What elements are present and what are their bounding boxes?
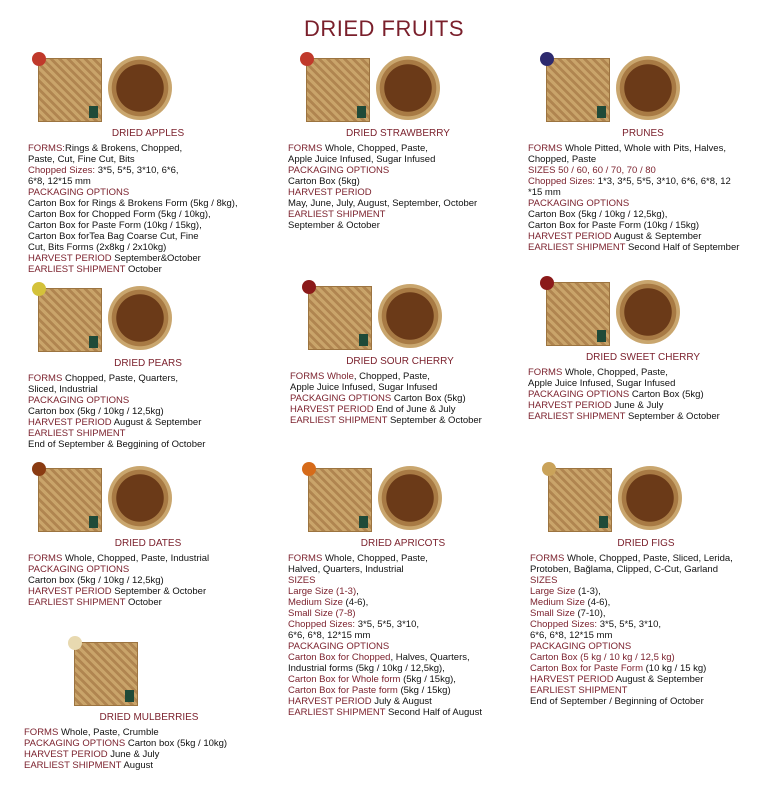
product-details (290, 371, 510, 426)
detail-line (288, 663, 518, 674)
detail-key: Chopped Sizes: (288, 619, 356, 630)
product-bowl (378, 466, 442, 530)
detail-key: PACKAGING OPTIONS (528, 198, 630, 209)
detail-value: July & August (371, 696, 432, 707)
detail-value: September & October (288, 220, 380, 231)
detail-line (528, 367, 758, 378)
detail-value: End of September & Beggining of October (28, 439, 206, 450)
detail-key: HARVEST PERIOD (24, 749, 108, 760)
detail-line (528, 176, 758, 187)
detail-value: Cut, Bits Forms (2x8kg / 2x10kg) (28, 242, 167, 253)
detail-value: August (121, 760, 154, 771)
detail-line (288, 586, 518, 597)
product-dried-apples (28, 52, 268, 275)
detail-line (528, 411, 758, 422)
detail-key: EARLIEST SHIPMENT (290, 415, 388, 426)
detail-key: HARVEST PERIOD (528, 400, 612, 411)
detail-value: Carton Box (5kg) (391, 393, 466, 404)
detail-line (290, 371, 510, 382)
detail-value: September & October (625, 411, 720, 422)
detail-key: FORMS: (28, 143, 65, 154)
logo-icon (359, 516, 368, 528)
detail-line (290, 404, 510, 415)
fresh-fruit-icon (540, 276, 554, 290)
detail-value: 6*6, 6*8, 12*15 mm (530, 630, 613, 641)
logo-icon (597, 106, 606, 118)
product-name: DRIED STRAWBERRY (346, 128, 450, 139)
detail-line (290, 415, 510, 426)
detail-key: HARVEST PERIOD (288, 187, 372, 198)
product-photo-mat (38, 288, 102, 352)
detail-value: Carton Box for Chopped Form (5kg / 10kg), (28, 209, 211, 220)
detail-key: Large Size (1-3) (288, 586, 357, 597)
detail-key: HARVEST PERIOD (28, 253, 112, 264)
fresh-fruit-icon (302, 462, 316, 476)
detail-line (530, 586, 762, 597)
detail-line (528, 143, 758, 154)
product-images (528, 52, 758, 122)
detail-key: Large Size (530, 586, 576, 597)
detail-key: Small Size (530, 608, 575, 619)
product-photo-mat (548, 468, 612, 532)
detail-line (28, 198, 268, 209)
detail-line (530, 685, 762, 696)
detail-value: 3*5, 5*5, 3*10, 6*6, (95, 165, 179, 176)
detail-line (528, 209, 758, 220)
detail-line (530, 619, 762, 630)
fresh-fruit-icon (32, 282, 46, 296)
detail-line (288, 641, 518, 652)
detail-line (28, 395, 268, 406)
detail-key: FORMS (28, 553, 63, 564)
detail-line (28, 231, 268, 242)
logo-icon (125, 690, 134, 702)
product-bowl (618, 466, 682, 530)
detail-value: Whole Pitted, Whole with Pits, Halves, (562, 143, 726, 154)
detail-line (530, 597, 762, 608)
fresh-fruit-icon (32, 462, 46, 476)
detail-line (28, 220, 268, 231)
detail-value: 3*5, 5*5, 3*10, (355, 619, 419, 630)
detail-line (288, 652, 518, 663)
detail-key: Carton Box (5 kg / 10 kg / 12,5 kg) (530, 652, 675, 663)
detail-key: PACKAGING OPTIONS (28, 187, 130, 198)
detail-line (530, 696, 762, 707)
detail-line (530, 674, 762, 685)
detail-line (528, 389, 758, 400)
detail-line (288, 564, 518, 575)
detail-value: (5kg / 15kg), (400, 674, 456, 685)
detail-value: Whole, Chopped, Paste, (562, 367, 668, 378)
detail-line (28, 187, 268, 198)
detail-key: PACKAGING OPTIONS (528, 389, 630, 400)
detail-key: EARLIEST SHIPMENT (28, 597, 126, 608)
detail-value: Apple Juice Infused, Sugar Infused (528, 378, 676, 389)
detail-key: FORMS (530, 553, 565, 564)
detail-value: , Halves, Quarters, (390, 652, 470, 663)
page-title: DRIED FRUITS (304, 16, 464, 41)
detail-value: (1-3), (575, 586, 601, 597)
detail-key: PACKAGING OPTIONS (28, 564, 130, 575)
logo-icon (597, 330, 606, 342)
detail-line (288, 608, 518, 619)
product-dried-sour-cherry (290, 280, 510, 426)
detail-value: Whole, Paste, Crumble (58, 727, 159, 738)
detail-value: Carton box (5kg / 10kg / 12,5kg) (28, 406, 164, 417)
detail-value: August & September (111, 417, 202, 428)
detail-line (24, 727, 274, 738)
detail-line (28, 417, 268, 428)
product-photo-mat (546, 282, 610, 346)
detail-line (288, 674, 518, 685)
product-images (28, 282, 268, 352)
detail-key: SIZES 50 / 60, 60 / 70, 70 / 80 (528, 165, 656, 176)
detail-key: PACKAGING OPTIONS (288, 641, 390, 652)
logo-icon (359, 334, 368, 346)
detail-value: , Chopped, Paste, (353, 371, 430, 382)
detail-key: Carton Box for Chopped (288, 652, 391, 663)
detail-key: FORMS (288, 143, 323, 154)
detail-line (28, 264, 268, 275)
detail-key: HARVEST PERIOD (288, 696, 372, 707)
logo-icon (89, 516, 98, 528)
product-details (288, 143, 508, 231)
detail-key: EARLIEST SHIPMENT (288, 209, 386, 220)
product-name: DRIED SWEET CHERRY (585, 352, 701, 363)
product-dried-figs (530, 462, 762, 707)
product-dried-apricots (288, 462, 518, 718)
detail-value: (7-10), (574, 608, 606, 619)
detail-value: June & July (611, 400, 664, 411)
product-details (288, 553, 518, 718)
detail-line (24, 760, 274, 771)
detail-key: EARLIEST SHIPMENT (530, 685, 628, 696)
detail-line (288, 165, 508, 176)
product-images (290, 280, 510, 350)
detail-line (28, 586, 268, 597)
detail-value: Carton Box for Rings & Brokens Form (5kg / 8kg), (28, 198, 238, 209)
detail-key: EARLIEST SHIPMENT (528, 242, 626, 253)
detail-key: SIZES (288, 575, 316, 586)
detail-line (528, 198, 758, 209)
product-images (528, 276, 758, 346)
product-photo-mat (308, 286, 372, 350)
detail-key: EARLIEST SHIPMENT (24, 760, 122, 771)
detail-key: HARVEST PERIOD (28, 417, 112, 428)
detail-line (28, 143, 268, 154)
detail-value: 1*3, 3*5, 5*5, 3*10, 6*6, 6*8, 12 (595, 176, 731, 187)
product-name: DRIED APPLES (111, 128, 185, 139)
detail-key: Chopped Sizes: (528, 176, 596, 187)
detail-value: *15 mm (528, 187, 561, 198)
detail-line (288, 575, 518, 586)
detail-key: Small Size (7-8) (288, 608, 356, 619)
detail-value: Carton Box for Paste Form (10kg / 15kg), (28, 220, 202, 231)
detail-value: October (125, 264, 162, 275)
detail-key: HARVEST PERIOD (28, 586, 112, 597)
detail-line (28, 553, 268, 564)
detail-line (530, 663, 762, 674)
fresh-fruit-icon (302, 280, 316, 294)
product-bowl (616, 280, 680, 344)
detail-key: EARLIEST SHIPMENT (288, 707, 386, 718)
detail-line (288, 597, 518, 608)
detail-value: September & October (387, 415, 482, 426)
logo-icon (89, 106, 98, 118)
detail-key: HARVEST PERIOD (528, 231, 612, 242)
detail-line (288, 143, 508, 154)
detail-line (530, 608, 762, 619)
detail-value: Carton Box forTea Bag Coarse Cut, Fine (28, 231, 199, 242)
detail-value: June & July (107, 749, 160, 760)
detail-value: Apple Juice Infused, Sugar Infused (288, 154, 436, 165)
detail-line (288, 220, 508, 231)
detail-value: (10 kg / 15 kg) (642, 663, 707, 674)
detail-key: FORMS (288, 553, 323, 564)
detail-line (528, 220, 758, 231)
detail-value: , (356, 586, 359, 597)
detail-line (28, 575, 268, 586)
detail-line (28, 406, 268, 417)
fresh-fruit-icon (542, 462, 556, 476)
detail-value: Whole, Chopped, Paste, Industrial (62, 553, 210, 564)
detail-key: HARVEST PERIOD (290, 404, 374, 415)
detail-key: PACKAGING OPTIONS (530, 641, 632, 652)
product-photo-mat (38, 468, 102, 532)
product-bowl (108, 56, 172, 120)
detail-line (530, 641, 762, 652)
detail-line (288, 176, 508, 187)
detail-key: FORMS (28, 373, 63, 384)
product-photo-mat (308, 468, 372, 532)
product-bowl (108, 286, 172, 350)
detail-value: Carton box (5kg / 10kg) (125, 738, 228, 749)
detail-line (28, 428, 268, 439)
detail-key: EARLIEST SHIPMENT (28, 428, 126, 439)
detail-value: 6*8, 12*15 mm (28, 176, 91, 187)
product-dried-mulberries (24, 636, 274, 771)
detail-value: Industrial forms (5kg / 10kg / 12,5kg), (288, 663, 445, 674)
detail-line (28, 253, 268, 264)
product-name: DRIED PEARS (114, 358, 182, 369)
detail-line (28, 384, 268, 395)
detail-line (530, 564, 762, 575)
detail-key: FORMS (528, 143, 563, 154)
detail-value: September & October (111, 586, 207, 597)
detail-line (530, 652, 762, 663)
product-photo-mat (546, 58, 610, 122)
detail-line (28, 154, 268, 165)
detail-value: Carton Box (5kg / 10kg / 12,5kg), (528, 209, 668, 220)
product-bowl (616, 56, 680, 120)
detail-value: End of June & July (373, 404, 456, 415)
detail-line (28, 242, 268, 253)
logo-icon (599, 516, 608, 528)
detail-value: Whole, Chopped, Paste, (322, 553, 428, 564)
detail-value: October (125, 597, 162, 608)
detail-value: (4-6), (584, 597, 611, 608)
detail-line (288, 198, 508, 209)
detail-line (288, 553, 518, 564)
detail-line (288, 707, 518, 718)
detail-value: Chopped, Paste, Quarters, (62, 373, 178, 384)
product-images (288, 462, 518, 532)
detail-key: FORMS Whole (290, 371, 354, 382)
product-images (24, 636, 274, 706)
detail-value: Whole, Chopped, Paste, (322, 143, 428, 154)
product-photo-mat (306, 58, 370, 122)
detail-key: Carton Box for Whole form (288, 674, 401, 685)
detail-line (24, 738, 274, 749)
detail-key: EARLIEST SHIPMENT (28, 264, 126, 275)
product-dried-pears (28, 282, 268, 450)
detail-line (28, 209, 268, 220)
detail-value: Rings & Brokens, Chopped, (64, 143, 183, 154)
detail-line (28, 165, 268, 176)
detail-line (290, 382, 510, 393)
product-dried-strawberry (288, 52, 508, 231)
product-name: DRIED APRICOTS (360, 538, 446, 549)
detail-value: Carton Box (5kg) (288, 176, 360, 187)
detail-value: Protoben, Bağlama, Clipped, C-Cut, Garland (530, 564, 718, 575)
product-bowl (376, 56, 440, 120)
detail-value: (4-6), (342, 597, 369, 608)
detail-line (290, 393, 510, 404)
product-details (24, 727, 274, 771)
detail-key: FORMS (528, 367, 563, 378)
detail-key: Medium Size (288, 597, 343, 608)
detail-line (288, 187, 508, 198)
detail-value: Paste, Cut, Fine Cut, Bits (28, 154, 135, 165)
detail-line (288, 154, 508, 165)
fresh-fruit-icon (68, 636, 82, 650)
detail-line (28, 564, 268, 575)
detail-value: Second Half of August (385, 707, 482, 718)
detail-key: Carton Box for Paste Form (530, 663, 643, 674)
detail-value: End of September / Beginning of October (530, 696, 704, 707)
detail-key: Medium Size (530, 597, 585, 608)
detail-key: Carton Box for Paste form (288, 685, 398, 696)
fresh-fruit-icon (300, 52, 314, 66)
detail-line (24, 749, 274, 760)
detail-value: Whole, Chopped, Paste, Sliced, Lerida, (564, 553, 733, 564)
detail-line (28, 597, 268, 608)
detail-line (288, 696, 518, 707)
detail-line (528, 378, 758, 389)
product-details (528, 143, 758, 253)
product-images (288, 52, 508, 122)
detail-value: May, June, July, August, September, October (288, 198, 478, 209)
detail-line (288, 685, 518, 696)
detail-line (530, 553, 762, 564)
detail-key: PACKAGING OPTIONS (24, 738, 126, 749)
detail-value: 3*5, 5*5, 3*10, (597, 619, 661, 630)
detail-value: Chopped, Paste (528, 154, 597, 165)
detail-line (288, 209, 508, 220)
product-images (28, 462, 268, 532)
product-dried-sweet-cherry (528, 276, 758, 422)
detail-key: HARVEST PERIOD (530, 674, 614, 685)
detail-line (528, 154, 758, 165)
detail-key: PACKAGING OPTIONS (28, 395, 130, 406)
product-details (28, 143, 268, 275)
detail-value: August & September (613, 674, 704, 685)
detail-line (530, 575, 762, 586)
product-details (28, 373, 268, 450)
detail-line (528, 242, 758, 253)
detail-line (288, 619, 518, 630)
detail-key: Chopped Sizes: (28, 165, 96, 176)
detail-key: PACKAGING OPTIONS (290, 393, 392, 404)
detail-value: Carton Box for Paste Form (10kg / 15kg) (528, 220, 700, 231)
detail-value: Halved, Quarters, Industrial (288, 564, 404, 575)
product-dried-dates (28, 462, 268, 608)
product-name: DRIED FIGS (617, 538, 675, 549)
detail-line (530, 630, 762, 641)
detail-line (28, 439, 268, 450)
product-name: DRIED SOUR CHERRY (346, 356, 454, 367)
fresh-fruit-icon (540, 52, 554, 66)
product-bowl (378, 284, 442, 348)
detail-key: SIZES (530, 575, 558, 586)
detail-value: August & September (611, 231, 702, 242)
detail-line (28, 176, 268, 187)
detail-line (528, 400, 758, 411)
product-prunes (528, 52, 758, 253)
product-name: DRIED DATES (114, 538, 182, 549)
product-photo-mat (74, 642, 138, 706)
detail-key: EARLIEST SHIPMENT (528, 411, 626, 422)
detail-value: (5kg / 15kg) (397, 685, 451, 696)
product-images (530, 462, 762, 532)
product-details (530, 553, 762, 707)
fresh-fruit-icon (32, 52, 46, 66)
detail-line (528, 187, 758, 198)
detail-line (528, 231, 758, 242)
product-details (28, 553, 268, 608)
detail-key: FORMS (24, 727, 59, 738)
detail-value: September&October (111, 253, 201, 264)
detail-key: Chopped Sizes: (530, 619, 598, 630)
detail-line (288, 630, 518, 641)
product-name: DRIED MULBERRIES (99, 712, 199, 723)
detail-value: Apple Juice Infused, Sugar Infused (290, 382, 438, 393)
detail-value: 6*6, 6*8, 12*15 mm (288, 630, 371, 641)
product-bowl (108, 466, 172, 530)
logo-icon (89, 336, 98, 348)
product-name: PRUNES (622, 128, 664, 139)
detail-key: PACKAGING OPTIONS (288, 165, 390, 176)
detail-value: Carton box (5kg / 10kg / 12,5kg) (28, 575, 164, 586)
detail-value: Second Half of September (625, 242, 740, 253)
product-details (528, 367, 758, 422)
detail-line (528, 165, 758, 176)
detail-value: Carton Box (5kg) (629, 389, 704, 400)
detail-value: Sliced, Industrial (28, 384, 98, 395)
logo-icon (357, 106, 366, 118)
detail-line (28, 373, 268, 384)
product-images (28, 52, 268, 122)
product-photo-mat (38, 58, 102, 122)
